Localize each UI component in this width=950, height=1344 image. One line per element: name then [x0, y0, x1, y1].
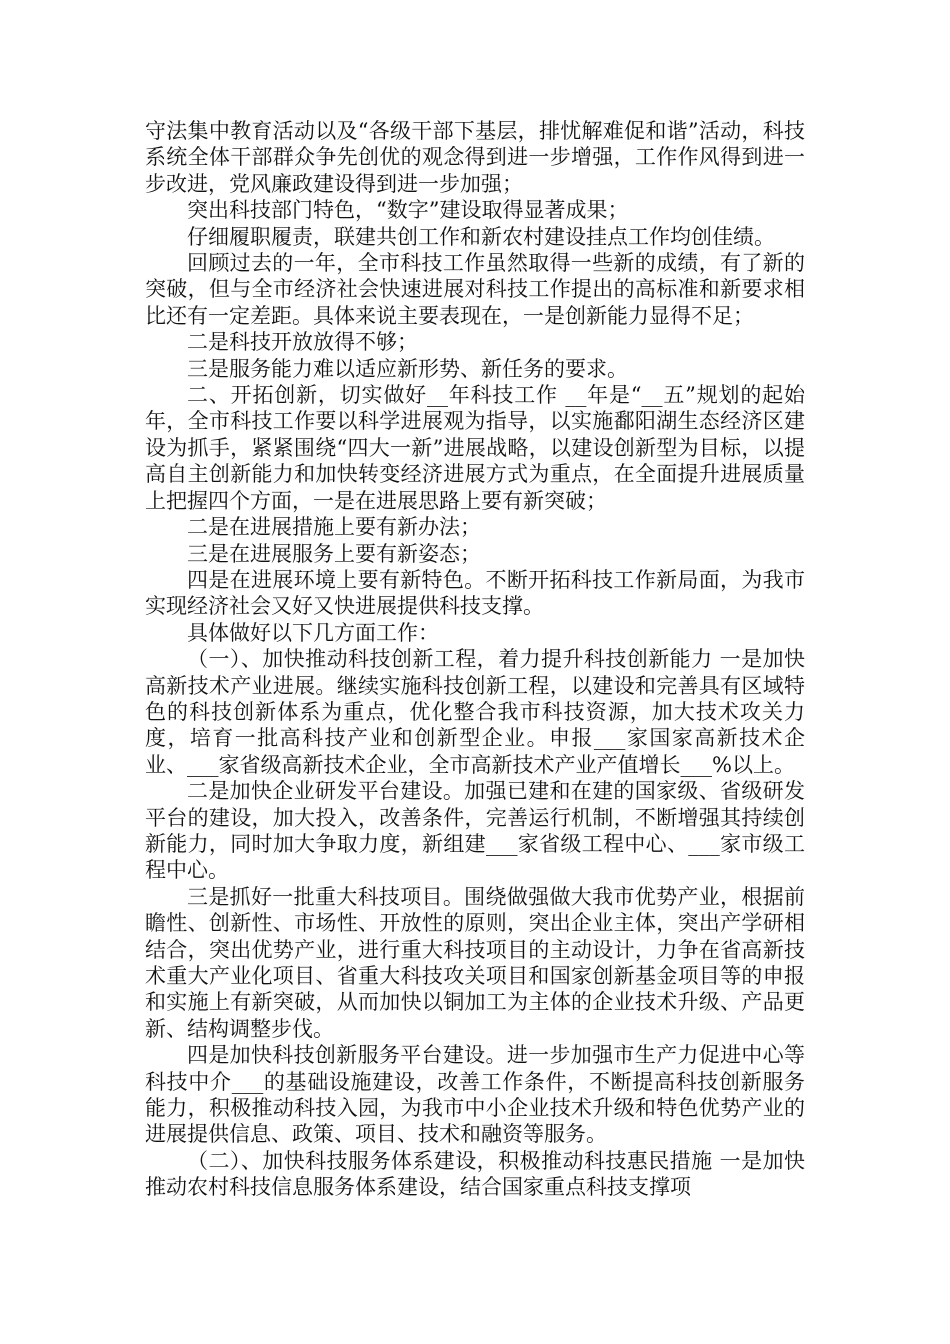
paragraph-13: 二是加快企业研发平台建设。加强已建和在建的国家级、省级研发平台的建设，加大投入，改善条件，完善运行机制，不断增强其持续创新能力，同时加大争取力度，新组建___家省级工程中心、___家市级工程中心。	[145, 779, 805, 883]
paragraph-16: （二）、加快科技服务体系建设，积极推动科技惠民措施 一是加快推动农村科技信息服务体系建设，结合国家重点科技支撑项	[145, 1148, 805, 1200]
paragraph-7: 二、开拓创新，切实做好__年科技工作 __年是“__五”规划的起始年，全市科技工作要以科学进展观为指导，以实施鄱阳湖生态经济区建设为抓手，紧紧围绕“四大一新”进展战略，以建设创新型为目标，以提高自主创新能力和加快转变经济进展方式为重点，在全面提升进展质量上把握四个方面，一是在进展思路上要有新突破；	[145, 383, 805, 513]
paragraph-11: 具体做好以下几方面工作：	[187, 620, 439, 645]
paragraph-8: 二是在进展措施上要有新办法；	[187, 515, 481, 540]
paragraph-9: 三是在进展服务上要有新姿态；	[187, 541, 481, 566]
paragraph-14: 三是抓好一批重大科技项目。围绕做强做大我市优势产业，根据前瞻性、创新性、市场性、开放性的原则，突出企业主体，突出产学研相结合，突出优势产业，进行重大科技项目的主动设计，力争在省高新技术重大产业化项目、省重大科技攻关项目和国家创新基金项目等的申报和实施上有新突破，从而加快以铜加工为主体的企业技术升级、产品更新、结构调整步伐。	[145, 884, 805, 1041]
document-body	[145, 118, 805, 1201]
paragraph-10: 四是在进展环境上要有新特色。不断开拓科技工作新局面，为我市实现经济社会又好又快进展提供科技支撑。	[145, 567, 805, 619]
paragraph-3: 仔细履职履责，联建共创工作和新农村建设挂点工作均创佳绩。	[187, 224, 775, 249]
paragraph-12: （一）、加快推动科技创新工程，着力提升科技创新能力 一是加快高新技术产业进展。继续实施科技创新工程，以建设和完善具有区域特色的科技创新体系为重点，优化整合我市科技资源，加大技术攻关力度，培育一批高科技产业和创新型企业。申报___家国家高新技术企业、___家省级高新技术企业，全市高新技术产业产值增长___%以上。	[145, 647, 805, 777]
paragraph-2: 突出科技部门特色，“数字”建设取得显著成果；	[187, 198, 629, 223]
paragraph-6: 三是服务能力难以适应新形势、新任务的要求。	[187, 356, 628, 381]
paragraph-15: 四是加快科技创新服务平台建设。进一步加强市生产力促进中心等科技中介___的基础设施建设，改善工作条件，不断提高科技创新服务能力，积极推动科技入园，为我市中小企业技术升级和特色优势产业的进展提供信息、政策、项目、技术和融资等服务。	[145, 1043, 805, 1147]
paragraph-5: 二是科技开放放得不够；	[187, 330, 418, 355]
paragraph-4: 回顾过去的一年，全市科技工作虽然取得一些新的成绩，有了新的突破，但与全市经济社会快速进展对科技工作提出的高标准和新要求相比还有一定差距。具体来说主要表现在，一是创新能力显得不足；	[145, 251, 805, 328]
paragraph-1: 守法集中教育活动以及“各级干部下基层，排忧解难促和谐”活动，科技系统全体干部群众争先创优的观念得到进一步增强，工作作风得到进一步改进，党风廉政建设得到进一步加强；	[145, 119, 805, 196]
